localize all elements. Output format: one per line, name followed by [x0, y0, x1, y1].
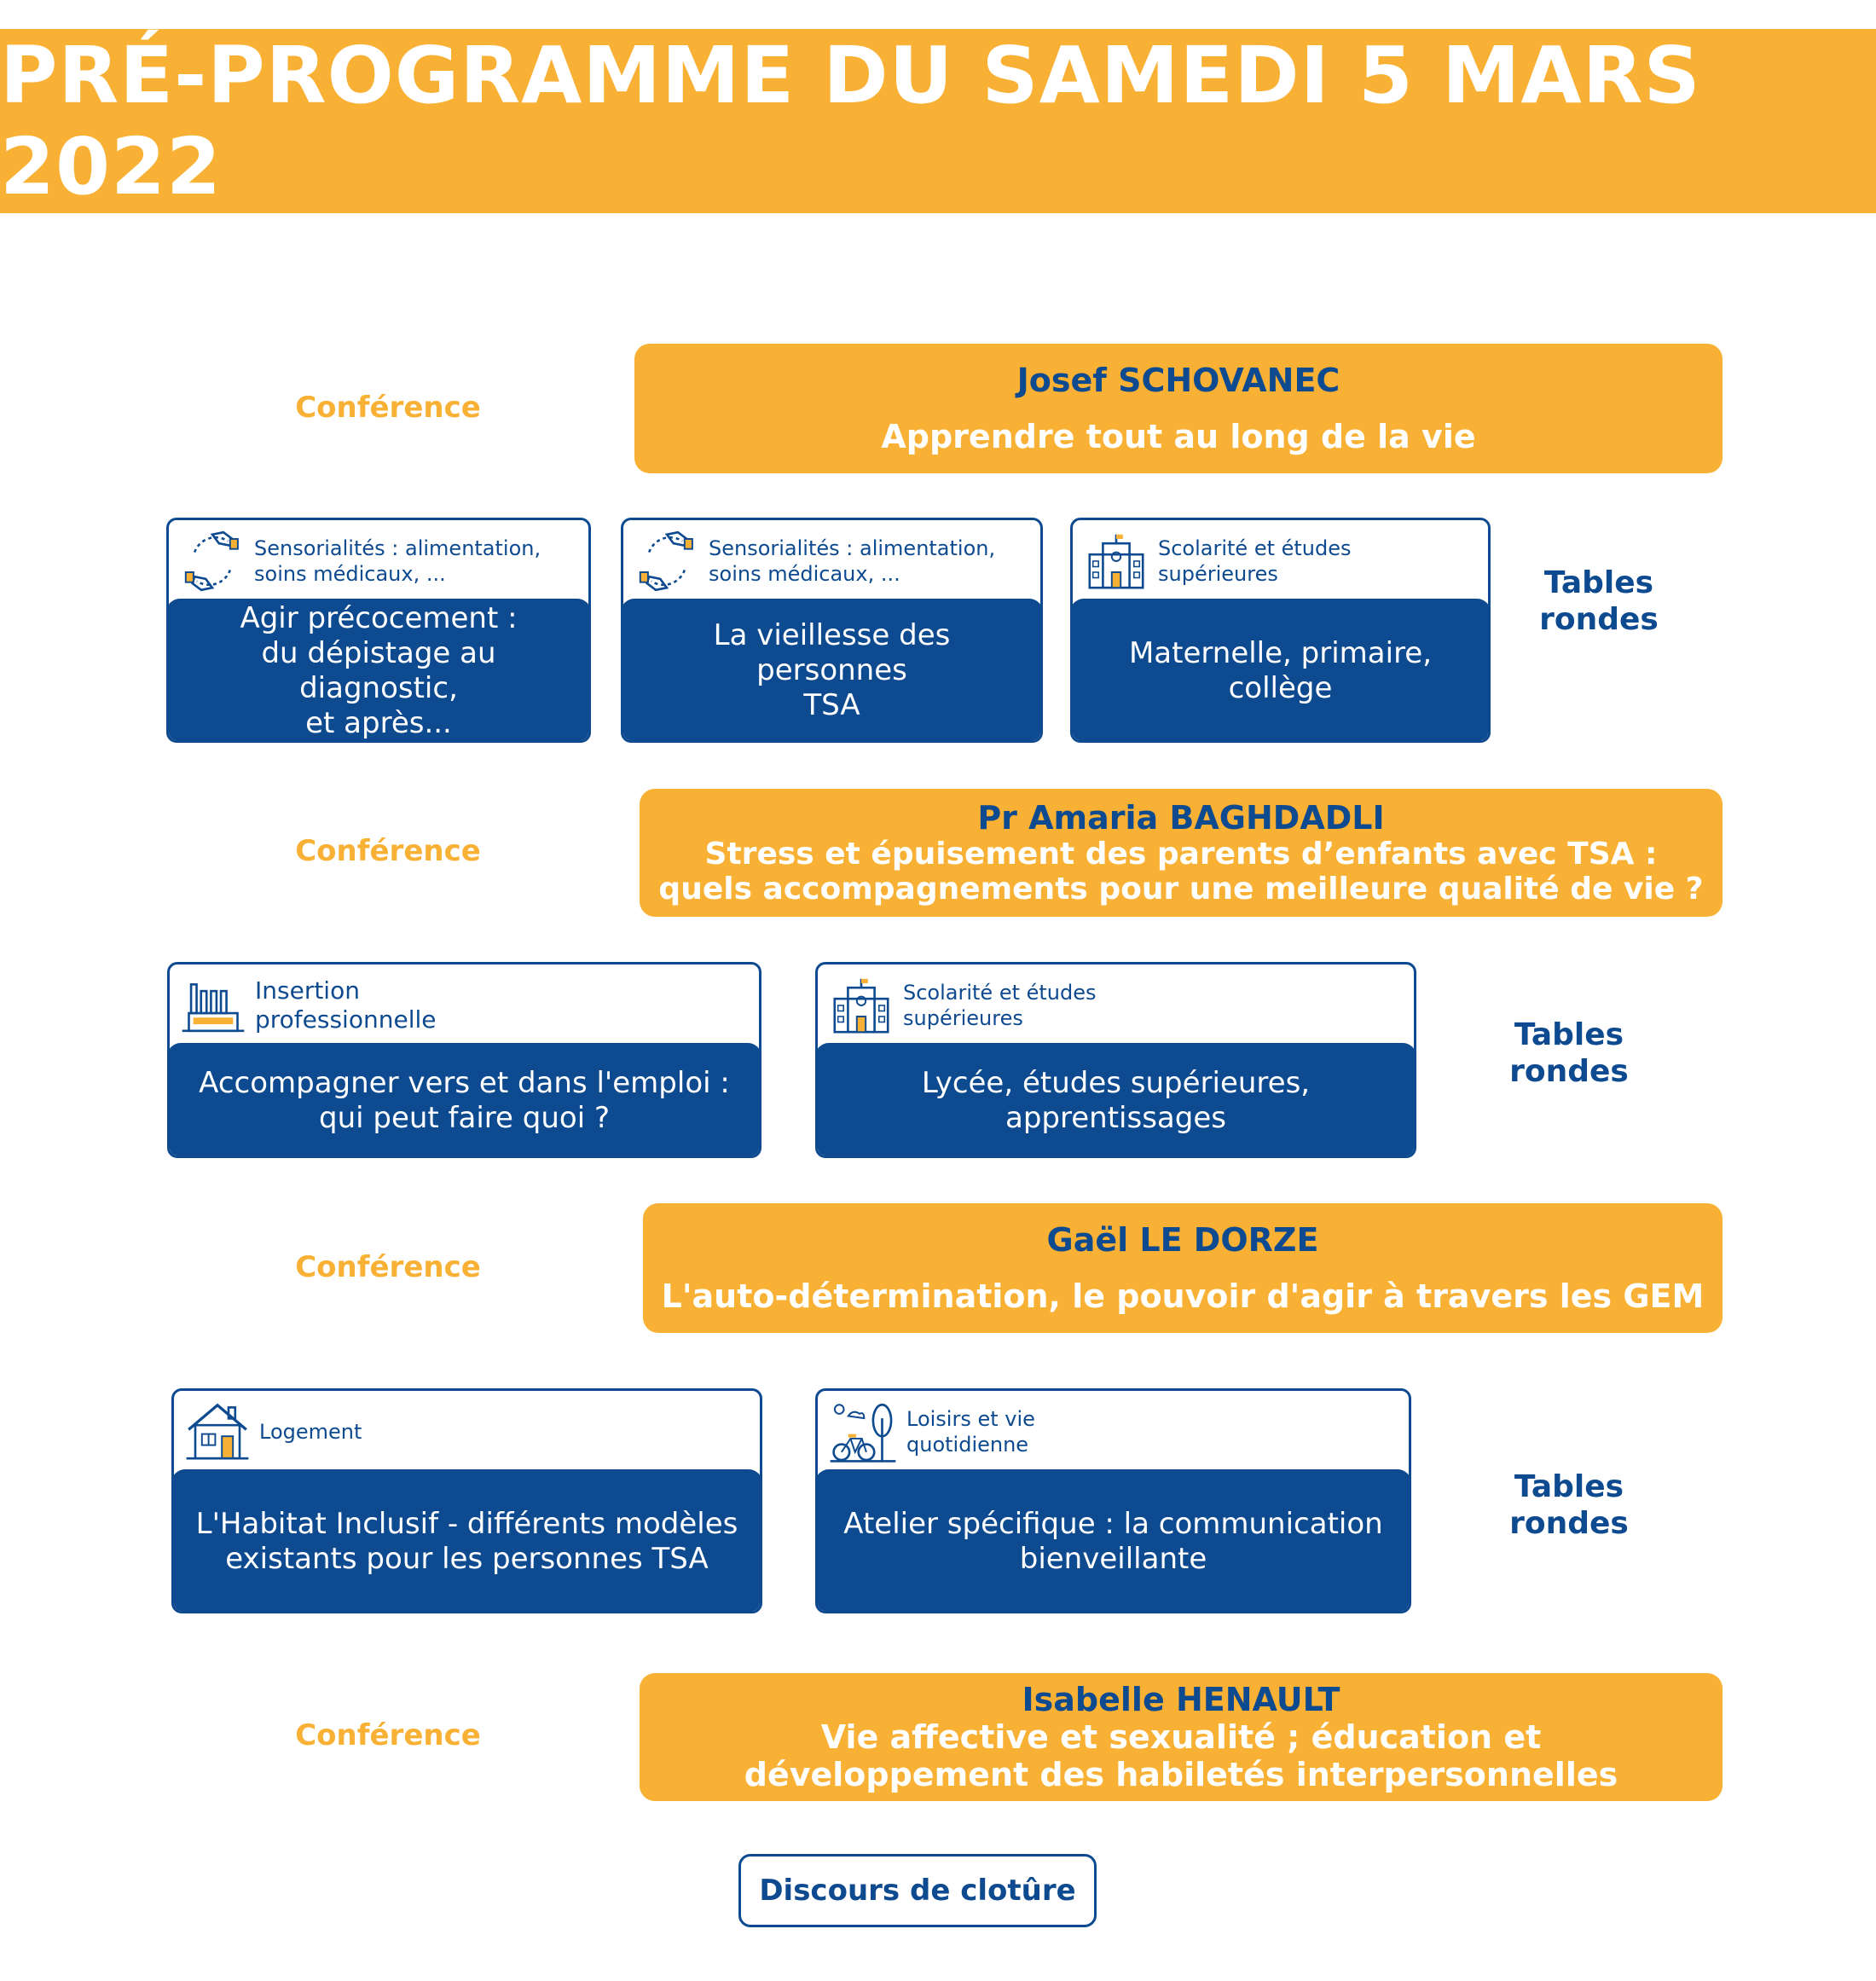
card-category [255, 976, 436, 1034]
card-title [1070, 599, 1491, 743]
conference-block [640, 789, 1723, 917]
title-line: Atelier spécifique : la communication [843, 1506, 1383, 1541]
school-building-icon [1083, 528, 1149, 594]
category-line: Scolarité et études [903, 981, 1097, 1005]
conference-topic: Stress et épuisement des parents d’enfants avec TSA : [704, 837, 1658, 872]
card-header [1073, 520, 1488, 602]
title-line: Maternelle, primaire, collège [1128, 635, 1433, 705]
category-line: quotidienne [906, 1433, 1029, 1457]
category-line: Logement [259, 1420, 362, 1444]
card-title [621, 599, 1043, 743]
school-building-icon [828, 972, 895, 1039]
card-category [903, 980, 1097, 1031]
card-header [623, 520, 1040, 602]
round-tables-label [1518, 565, 1680, 638]
closing-speech: Discours de clotûre [738, 1854, 1097, 1927]
title-line: et après... [305, 705, 452, 740]
conference-topic: Apprendre tout au long de la vie [881, 418, 1476, 455]
hands-cycle-icon [179, 528, 246, 594]
card-category [1158, 536, 1352, 587]
hands-cycle-icon [634, 528, 700, 594]
title-line: Accompagner vers et dans l'emploi : [199, 1065, 730, 1100]
conference-label: Conférence [295, 834, 481, 868]
title-line: qui peut faire quoi ? [318, 1100, 610, 1135]
round-table-card [621, 518, 1043, 743]
conference-speaker: Isabelle HENAULT [1022, 1681, 1340, 1718]
title-line: La vieillesse des personnes [713, 618, 951, 687]
round-table-card [166, 518, 591, 743]
title-line: du dépistage au diagnostic, [261, 635, 496, 705]
round-tables-label-line: rondes [1509, 1054, 1629, 1089]
card-header [170, 964, 759, 1046]
category-line: professionnelle [255, 1005, 437, 1034]
round-table-card [171, 1388, 762, 1613]
card-title [166, 599, 591, 743]
conference-speaker: Gaël LE DORZE [1046, 1221, 1319, 1259]
category-line: soins médicaux, ... [709, 562, 900, 586]
category-line: Insertion [255, 976, 360, 1005]
header-banner [0, 29, 1876, 213]
card-header [818, 964, 1414, 1046]
category-line: supérieures [903, 1006, 1023, 1030]
conference-block [643, 1203, 1723, 1333]
card-header [174, 1391, 760, 1473]
title-line: Agir précocement : [240, 600, 518, 635]
category-line: soins médicaux, ... [254, 562, 446, 586]
round-tables-label [1488, 1017, 1650, 1090]
card-header [818, 1391, 1409, 1473]
card-title [171, 1469, 762, 1613]
conference-topic: quels accompagnements pour une meilleure qualité de vie ? [658, 872, 1704, 907]
conference-label: Conférence [295, 391, 481, 425]
conference-topic: développement des habiletés interpersonnelles [744, 1756, 1618, 1793]
conference-speaker: Pr Amaria BAGHDADLI [977, 799, 1385, 837]
card-category [906, 1406, 1035, 1457]
card-title [815, 1043, 1416, 1158]
round-tables-label-line: rondes [1509, 1506, 1629, 1541]
title-line: Lycée, études supérieures, [921, 1065, 1311, 1100]
round-table-card [815, 962, 1416, 1158]
leisure-bicycle-tree-icon [828, 1398, 898, 1466]
category-line: Loisirs et vie [906, 1407, 1035, 1431]
card-title [815, 1469, 1411, 1613]
round-tables-label-line: Tables [1514, 1017, 1624, 1052]
conference-label: Conférence [295, 1250, 481, 1284]
conference-label: Conférence [295, 1718, 481, 1752]
round-table-card [1070, 518, 1491, 743]
title-line: bienveillante [1019, 1541, 1207, 1576]
category-line: Scolarité et études [1158, 536, 1352, 560]
category-line: supérieures [1158, 562, 1278, 586]
conference-topic: Vie affective et sexualité ; éducation et [820, 1718, 1542, 1756]
round-table-card [167, 962, 761, 1158]
card-title [167, 1043, 761, 1158]
title-line: existants pour les personnes TSA [225, 1541, 709, 1576]
page-title: PRÉ-PROGRAMME DU SAMEDI 5 MARS 2022 [0, 30, 1701, 212]
card-header [169, 520, 588, 602]
house-icon [184, 1400, 251, 1463]
category-line: Sensorialités : alimentation, [709, 536, 996, 560]
title-line: TSA [803, 688, 860, 722]
round-table-card [815, 1388, 1411, 1613]
title-line: apprentissages [1005, 1100, 1226, 1135]
category-line: Sensorialités : alimentation, [254, 536, 541, 560]
round-tables-label [1488, 1468, 1650, 1542]
round-tables-label-line: Tables [1543, 565, 1654, 600]
conference-speaker: Josef SCHOVANEC [1016, 362, 1340, 399]
conference-block [634, 344, 1723, 473]
round-tables-label-line: rondes [1539, 602, 1659, 637]
card-category [259, 1419, 362, 1445]
factory-icon [180, 976, 246, 1035]
conference-topic: L'auto-détermination, le pouvoir d'agir à travers les GEM [661, 1277, 1705, 1315]
title-line: L'Habitat Inclusif - différents modèles [195, 1506, 738, 1541]
round-tables-label-line: Tables [1514, 1469, 1624, 1504]
card-category [254, 536, 541, 587]
conference-block [640, 1673, 1723, 1801]
card-category [709, 536, 995, 587]
